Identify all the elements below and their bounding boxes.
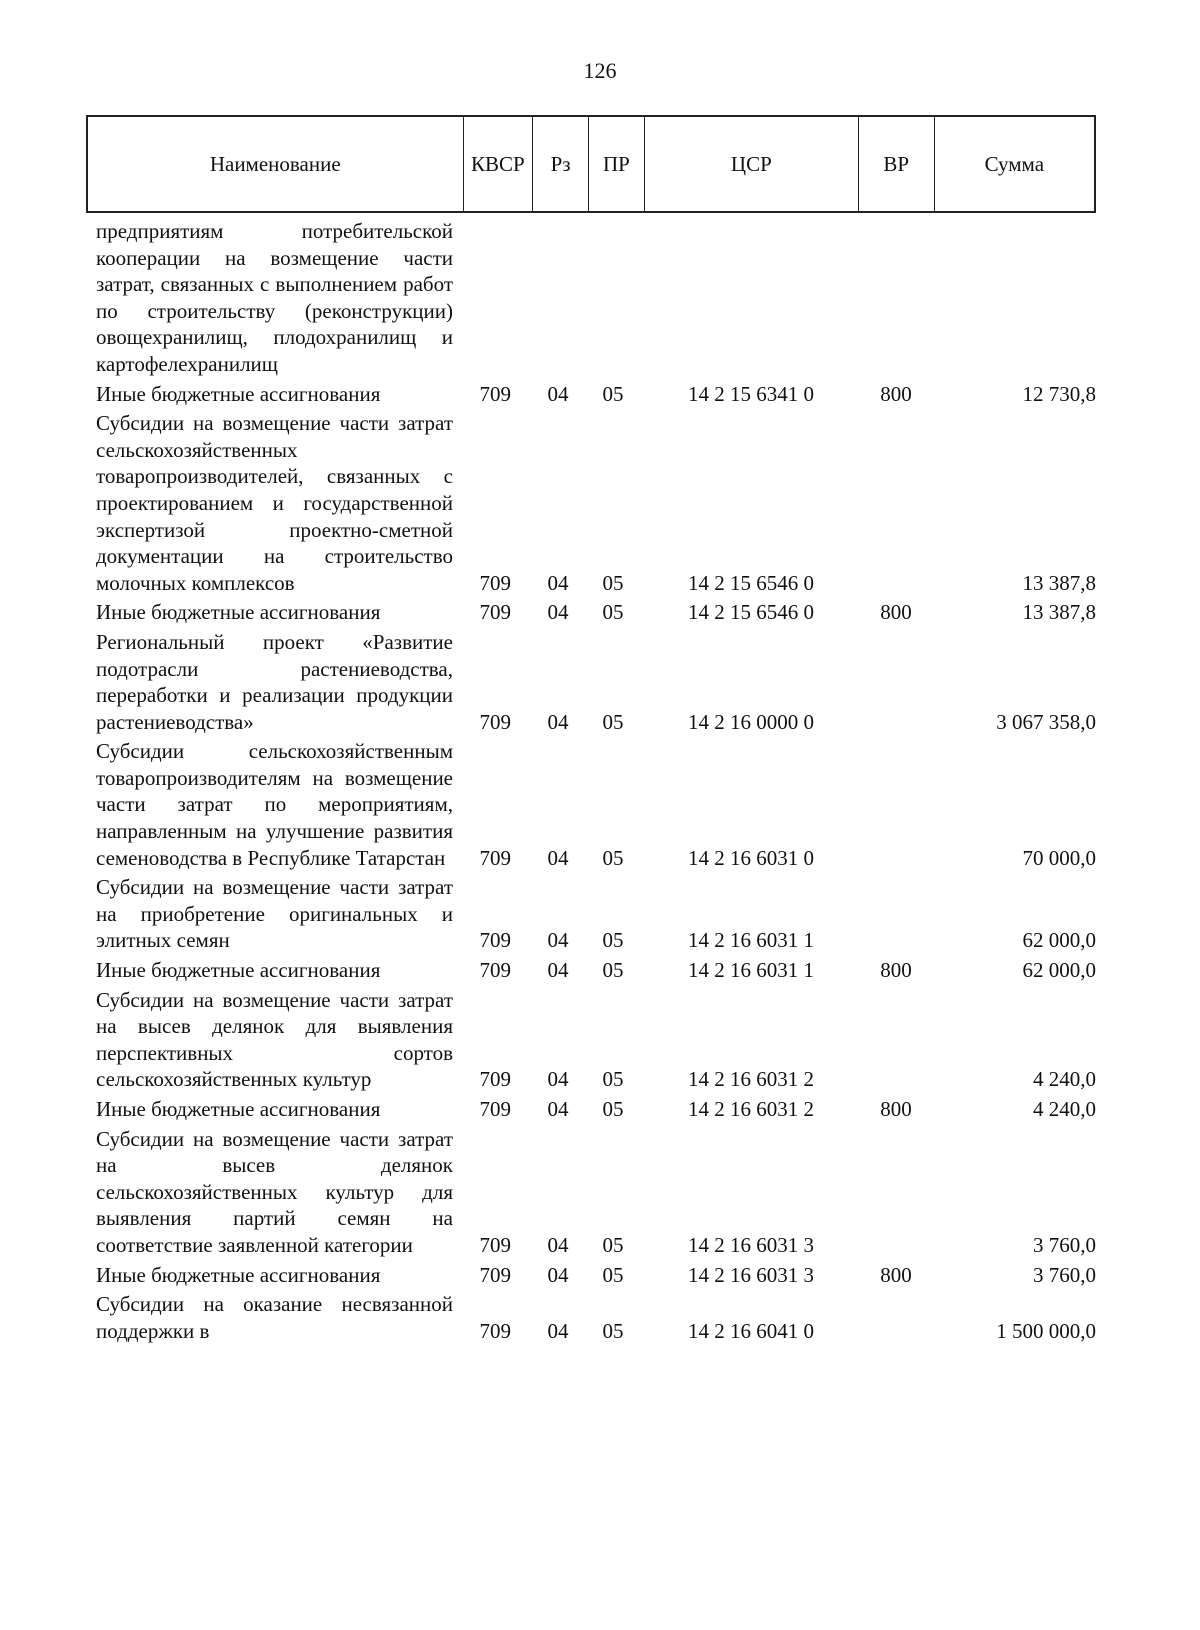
row-kvsr: 709 — [479, 1232, 511, 1257]
row-rz: 04 — [547, 1097, 569, 1121]
row-pr: 05 — [602, 709, 624, 734]
row-csr: 14 2 16 6031 1 — [688, 958, 814, 983]
row-name: предприятиям потребительской кооперации на возмещение части затрат, связанных с выполнением работ по строительству (реконструкции) овощехранилищ, плодохранилищ и картофелехранилищ — [96, 219, 453, 376]
row-sum: 70 000,0 — [1022, 845, 1096, 870]
header-pr: ПР — [589, 117, 645, 211]
table-row — [96, 629, 1096, 738]
row-rz: 04 — [547, 845, 569, 870]
row-pr: 05 — [602, 958, 624, 983]
table-row — [96, 1096, 1096, 1126]
table-row — [96, 1291, 1096, 1347]
page-number: 126 — [583, 58, 617, 83]
row-vr: 800 — [880, 958, 912, 983]
row-csr: 14 2 16 6031 1 — [688, 928, 814, 953]
row-vr: 800 — [880, 381, 912, 406]
row-rz: 04 — [547, 1318, 569, 1343]
table-header — [86, 115, 1096, 213]
row-sum: 1 500 000,0 — [996, 1318, 1096, 1343]
header-kvsr: КВСР — [464, 117, 534, 211]
row-pr: 05 — [602, 1097, 624, 1121]
row-csr: 14 2 16 0000 0 — [688, 709, 814, 734]
header-csr: ЦСР — [645, 117, 859, 211]
row-rz: 04 — [547, 570, 569, 595]
row-sum: 3 067 358,0 — [996, 709, 1096, 734]
row-name: Субсидии сельскохозяйственным товаропроизводителям на возмещение части затрат по мероприятиям, направленным на улучшение развития семеноводства в Республике Татарстан — [96, 739, 453, 870]
row-name: Субсидии на возмещение части затрат на приобретение оригинальных и элитных семян — [96, 875, 453, 953]
row-pr: 05 — [602, 1232, 624, 1257]
row-sum: 12 730,8 — [1022, 381, 1096, 406]
row-pr: 05 — [602, 570, 624, 595]
row-csr: 14 2 16 6031 2 — [688, 1097, 814, 1121]
row-kvsr: 709 — [479, 1067, 511, 1092]
row-rz: 04 — [547, 958, 569, 983]
row-sum: 62 000,0 — [1022, 928, 1096, 953]
row-name: Региональный проект «Развитие подотрасли растениеводства, переработки и реализации продукции растениеводства» — [96, 629, 453, 734]
row-csr: 14 2 16 6041 0 — [688, 1318, 814, 1343]
row-name: Иные бюджетные ассигнования — [96, 381, 381, 406]
header-rz: Рз — [533, 117, 589, 211]
row-pr: 05 — [602, 845, 624, 870]
row-csr: 14 2 16 6031 3 — [688, 1262, 814, 1287]
row-kvsr: 709 — [479, 1318, 511, 1343]
row-rz: 04 — [547, 1262, 569, 1287]
table-row — [96, 1262, 1096, 1292]
row-csr: 14 2 16 6031 0 — [688, 845, 814, 870]
row-pr: 05 — [602, 1318, 624, 1343]
row-name: Иные бюджетные ассигнования — [96, 1262, 381, 1287]
table-row — [96, 738, 1096, 874]
row-kvsr: 709 — [479, 381, 511, 406]
row-kvsr: 709 — [479, 958, 511, 983]
header-name: Наименование — [88, 117, 464, 211]
row-csr: 14 2 15 6546 0 — [688, 600, 814, 625]
row-pr: 05 — [602, 600, 624, 625]
row-sum: 3 760,0 — [1033, 1262, 1096, 1287]
row-rz: 04 — [547, 1067, 569, 1092]
row-kvsr: 709 — [479, 709, 511, 734]
row-sum: 13 387,8 — [1022, 570, 1096, 595]
table-row — [96, 381, 1096, 411]
row-pr: 05 — [602, 1262, 624, 1287]
table-body — [96, 218, 1096, 1347]
row-rz: 04 — [547, 928, 569, 953]
row-name: Субсидии на возмещение части затрат на высев делянок для выявления перспективных сортов сельскохозяйственных культур — [96, 987, 453, 1092]
row-kvsr: 709 — [479, 1097, 511, 1121]
row-rz: 04 — [547, 381, 569, 406]
row-kvsr: 709 — [479, 845, 511, 870]
row-sum: 4 240,0 — [1033, 1097, 1096, 1121]
row-pr: 05 — [602, 1067, 624, 1092]
row-kvsr: 709 — [479, 570, 511, 595]
table-row — [96, 874, 1096, 957]
row-csr: 14 2 16 6031 2 — [688, 1067, 814, 1092]
row-kvsr: 709 — [479, 1262, 511, 1287]
row-name: Иные бюджетные ассигнования — [96, 600, 381, 625]
row-vr: 800 — [880, 600, 912, 625]
row-name: Субсидии на оказание несвязанной поддержки в — [96, 1292, 453, 1343]
table-row — [96, 410, 1096, 599]
row-pr: 05 — [602, 381, 624, 406]
row-sum: 13 387,8 — [1022, 600, 1096, 625]
row-name: Иные бюджетные ассигнования — [96, 958, 381, 983]
row-rz: 04 — [547, 1232, 569, 1257]
row-sum: 62 000,0 — [1022, 958, 1096, 983]
row-kvsr: 709 — [479, 928, 511, 953]
row-csr: 14 2 15 6341 0 — [688, 381, 814, 406]
row-rz: 04 — [547, 600, 569, 625]
row-name: Субсидии на возмещение части затрат сельскохозяйственных товаропроизводителей, связанных с проектированием и государственной экспертизой проектно-сметной документации на строительство молочных комплексов — [96, 411, 453, 595]
table-row — [96, 1126, 1096, 1262]
row-sum: 3 760,0 — [1033, 1232, 1096, 1257]
row-csr: 14 2 16 6031 3 — [688, 1232, 814, 1257]
table-row — [96, 218, 1096, 381]
header-vr: ВР — [859, 117, 935, 211]
row-csr: 14 2 15 6546 0 — [688, 570, 814, 595]
row-vr: 800 — [880, 1097, 912, 1121]
table-row — [96, 599, 1096, 629]
table-row — [96, 987, 1096, 1096]
row-name: Иные бюджетные ассигнования — [96, 1097, 381, 1121]
table-row — [96, 957, 1096, 987]
row-name: Субсидии на возмещение части затрат на высев делянок сельскохозяйственных культур для выявления партий семян на соответствие заявленной категории — [96, 1126, 453, 1257]
row-kvsr: 709 — [479, 600, 511, 625]
row-rz: 04 — [547, 709, 569, 734]
row-pr: 05 — [602, 928, 624, 953]
header-sum: Сумма — [984, 151, 1045, 176]
row-vr: 800 — [880, 1262, 912, 1287]
row-sum: 4 240,0 — [1033, 1067, 1096, 1092]
